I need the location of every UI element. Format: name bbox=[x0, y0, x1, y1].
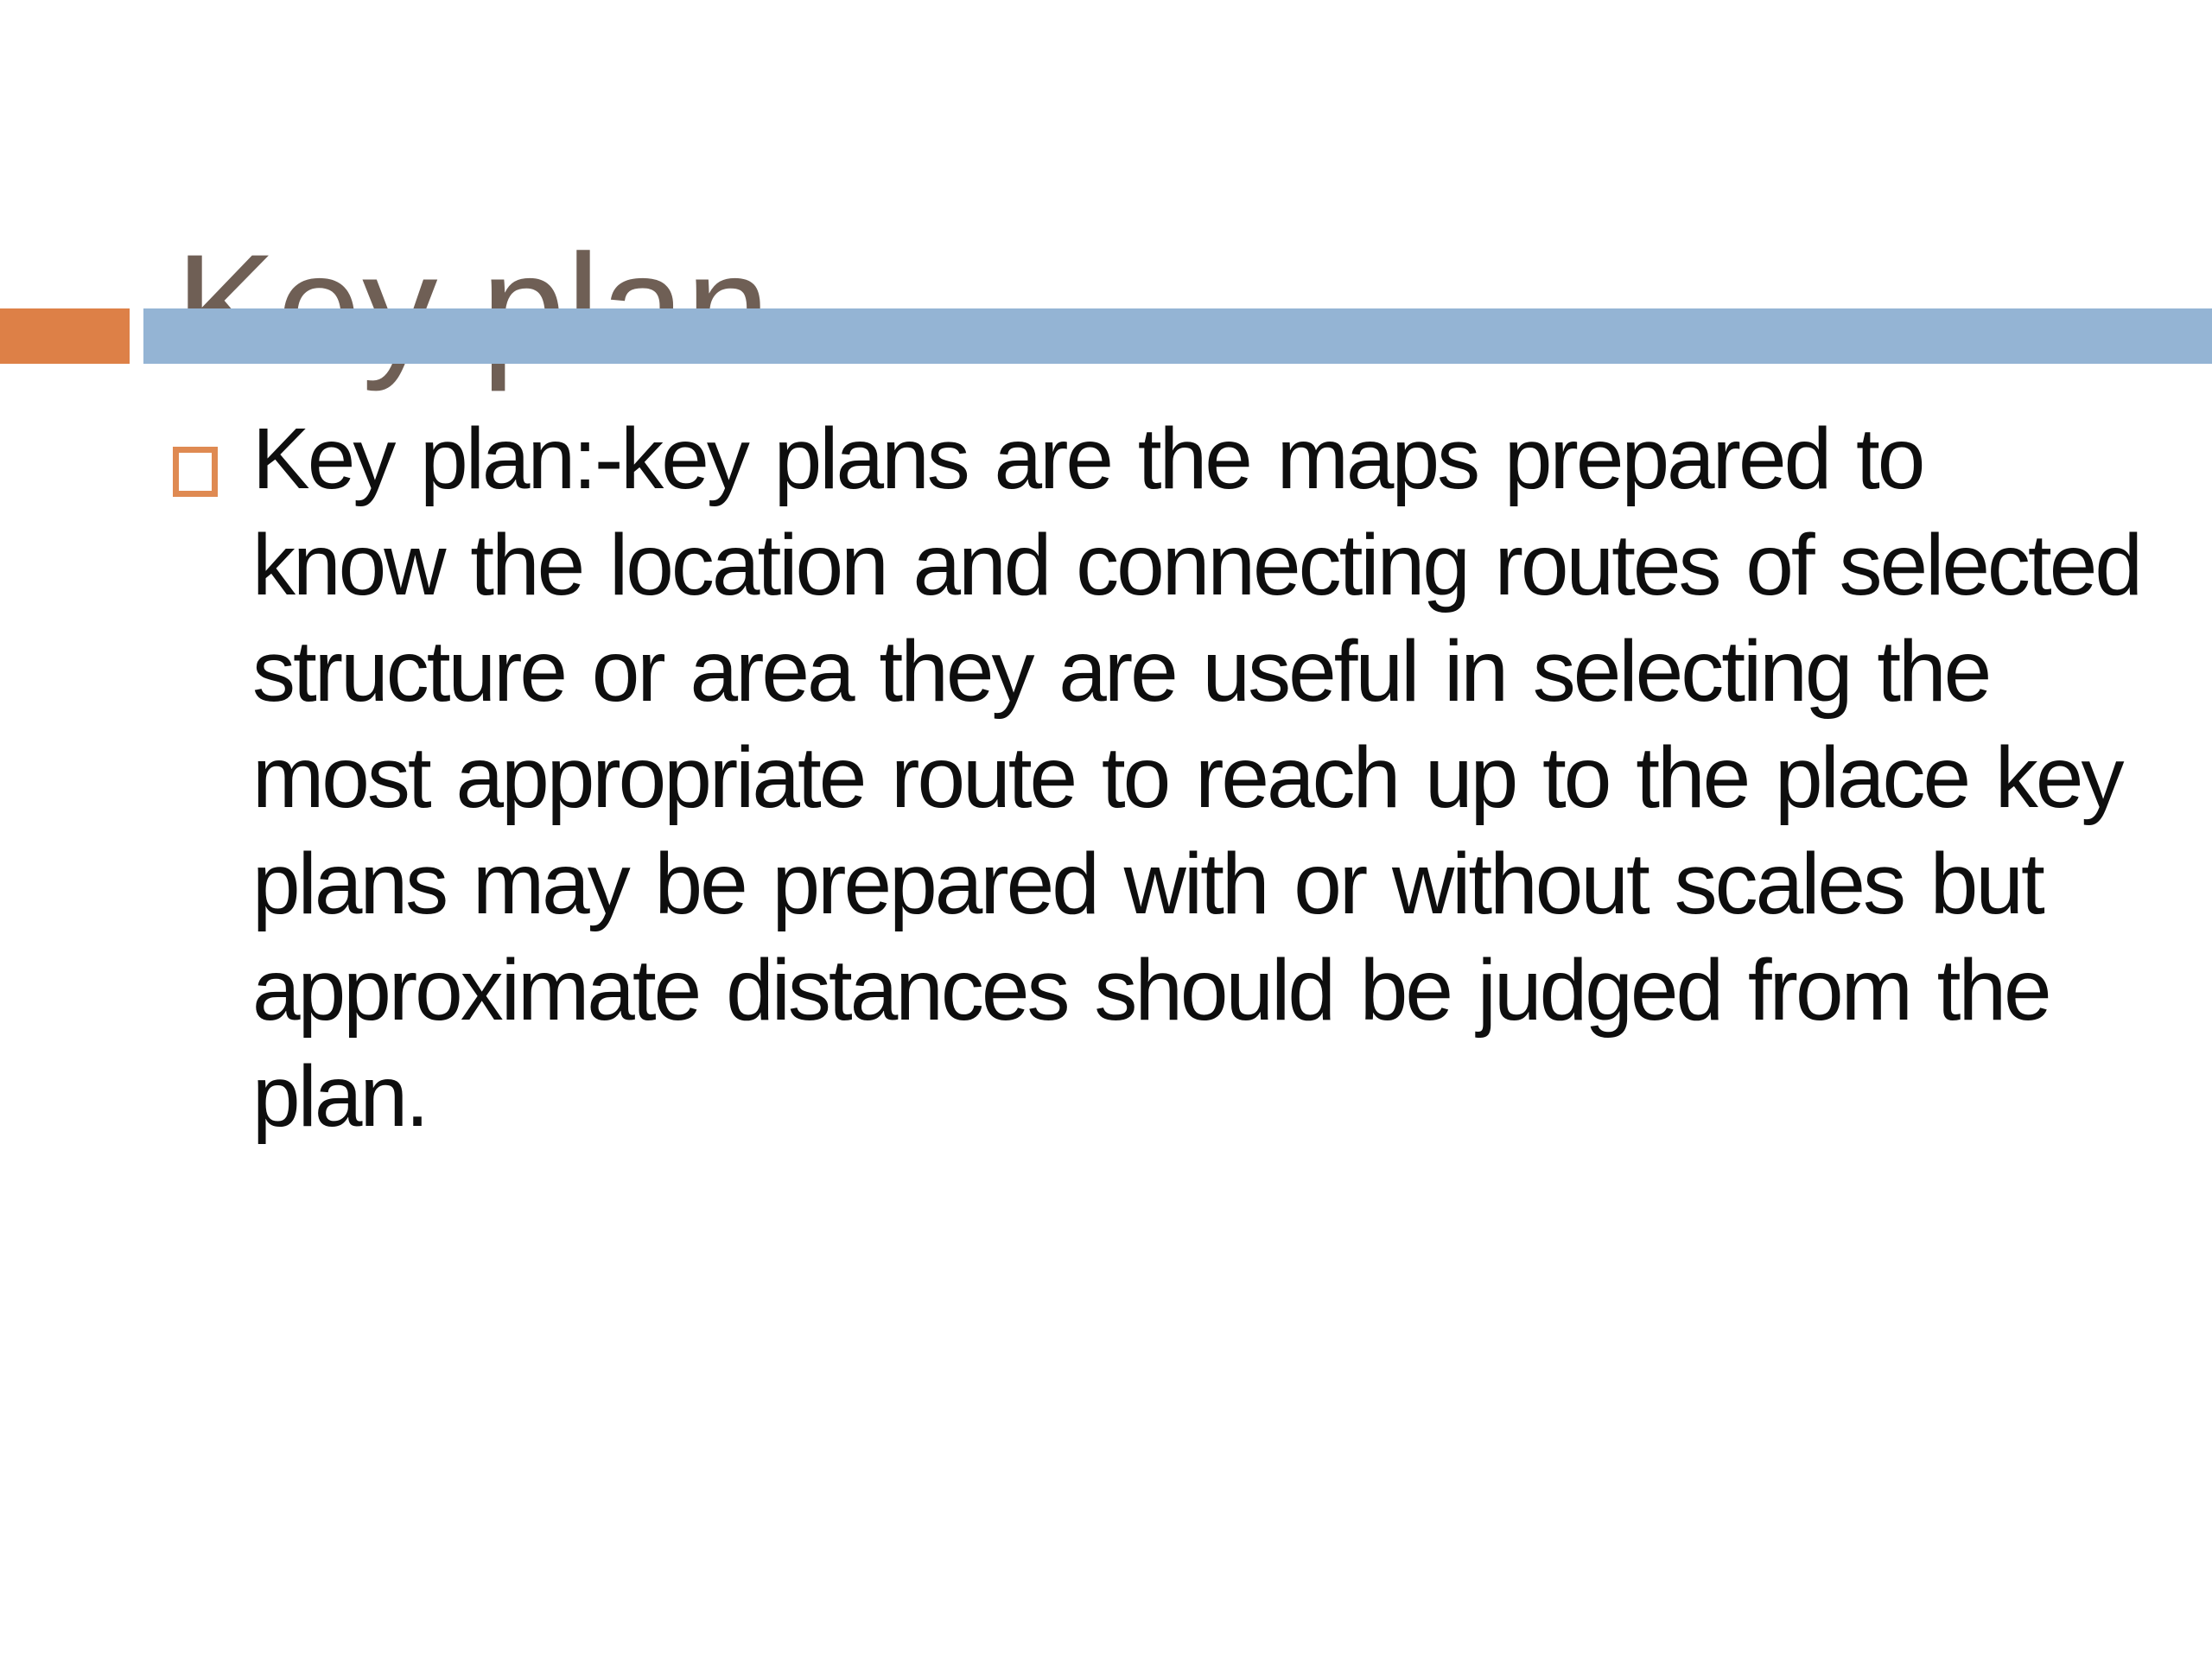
title-accent-band bbox=[0, 308, 2212, 364]
body-text-line: Key plan:-key plans are the maps prepared to bbox=[252, 410, 1923, 507]
bullet-square-icon bbox=[173, 447, 218, 497]
body-text-line: know the location and connecting routes of selected bbox=[252, 517, 2140, 613]
accent-orange-block bbox=[0, 308, 130, 364]
body-text-line: structure or area they are useful in selecting the bbox=[252, 623, 1990, 720]
body-text-line: approximate distances should be judged from the bbox=[252, 942, 2050, 1039]
body-text-line: most appropriate route to reach up to the place key bbox=[252, 729, 2122, 826]
accent-blue-bar bbox=[143, 308, 2212, 364]
body-text-line: plan. bbox=[252, 1048, 427, 1145]
body-text bbox=[252, 406, 2179, 1150]
body-text-line: plans may be prepared with or without scales but bbox=[252, 836, 2043, 932]
